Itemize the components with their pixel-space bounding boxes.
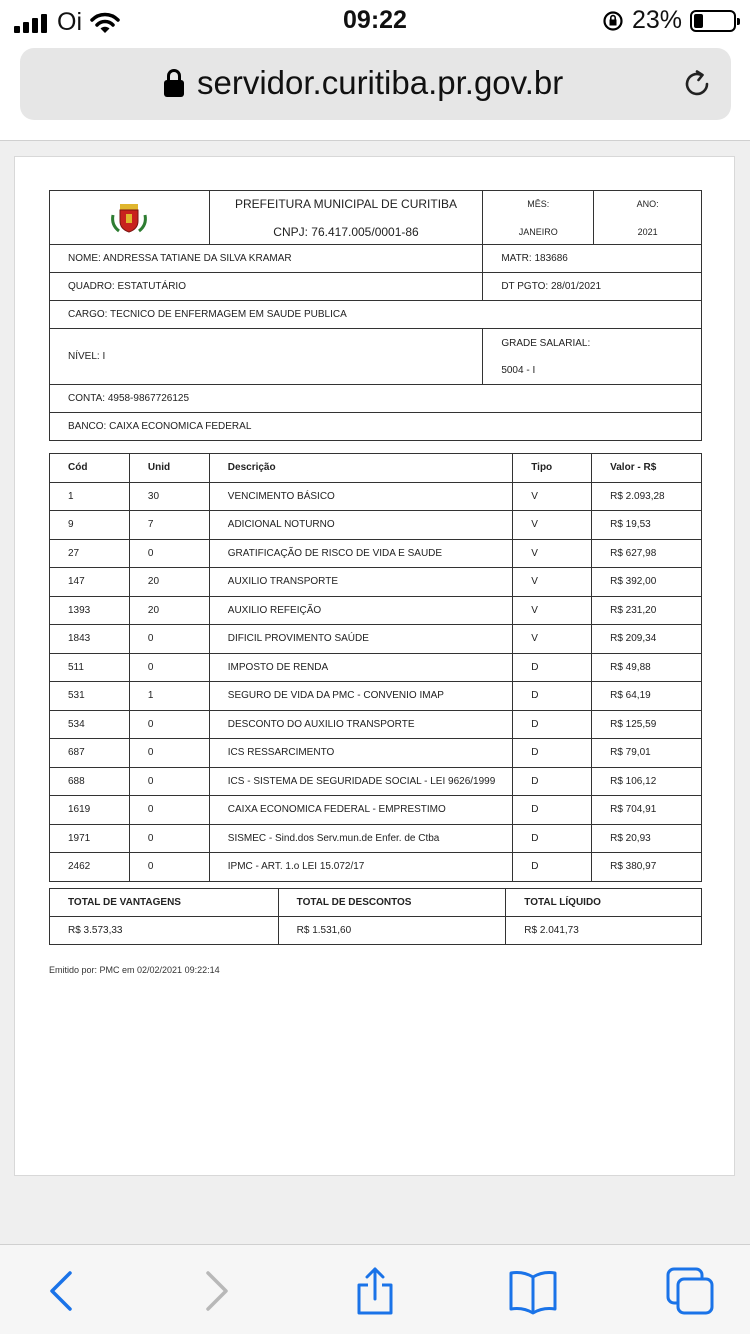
cell-tipo: D bbox=[513, 853, 592, 882]
cell-tipo: V bbox=[513, 596, 592, 625]
cell-cod: 1 bbox=[50, 482, 130, 511]
cell-unid: 0 bbox=[129, 653, 209, 682]
cell-valor: R$ 380,97 bbox=[592, 853, 702, 882]
cell-descricao: VENCIMENTO BÁSICO bbox=[209, 482, 512, 511]
cell-descricao: SEGURO DE VIDA DA PMC - CONVENIO IMAP bbox=[209, 682, 512, 711]
cell-descricao: IPMC - ART. 1.o LEI 15.072/17 bbox=[209, 853, 512, 882]
table-row bbox=[50, 853, 702, 882]
year-label: ANO: bbox=[636, 198, 659, 209]
cell-cod: 534 bbox=[50, 710, 130, 739]
cell-cod: 1619 bbox=[50, 796, 130, 825]
table-row bbox=[50, 653, 702, 682]
crest-cell bbox=[50, 191, 210, 245]
cell-tipo: V bbox=[513, 568, 592, 597]
cell-unid: 0 bbox=[129, 853, 209, 882]
cell-tipo: D bbox=[513, 710, 592, 739]
total-descontos-label: TOTAL DE DESCONTOS bbox=[278, 889, 506, 917]
cell-tipo: D bbox=[513, 653, 592, 682]
month-label: MÊS: bbox=[527, 198, 550, 209]
total-vantagens-label: TOTAL DE VANTAGENS bbox=[50, 889, 279, 917]
cell-descricao: DESCONTO DO AUXILIO TRANSPORTE bbox=[209, 710, 512, 739]
total-liquido-value: R$ 2.041,73 bbox=[506, 917, 702, 945]
book-icon[interactable] bbox=[507, 1267, 559, 1315]
account: CONTA: 4958-9867726125 bbox=[50, 385, 702, 413]
cell-valor: R$ 79,01 bbox=[592, 739, 702, 768]
cell-valor: R$ 49,88 bbox=[592, 653, 702, 682]
chevron-left-icon[interactable] bbox=[36, 1267, 88, 1315]
chevron-right-icon[interactable] bbox=[190, 1267, 242, 1315]
cell-valor: R$ 704,91 bbox=[592, 796, 702, 825]
cell-valor: R$ 106,12 bbox=[592, 767, 702, 796]
table-row bbox=[50, 796, 702, 825]
battery-percent: 23% bbox=[631, 6, 682, 34]
cell-tipo: D bbox=[513, 796, 592, 825]
cell-valor: R$ 2.093,28 bbox=[592, 482, 702, 511]
total-descontos-value: R$ 1.531,60 bbox=[278, 917, 506, 945]
bank: BANCO: CAIXA ECONOMICA FEDERAL bbox=[50, 413, 702, 441]
cell-tipo: D bbox=[513, 824, 592, 853]
cell-descricao: GRATIFICAÇÃO DE RISCO DE VIDA E SAUDE bbox=[209, 539, 512, 568]
cell-valor: R$ 125,59 bbox=[592, 710, 702, 739]
cell-cod: 531 bbox=[50, 682, 130, 711]
battery-level bbox=[694, 14, 703, 28]
table-row bbox=[50, 767, 702, 796]
cell-descricao: ADICIONAL NOTURNO bbox=[209, 511, 512, 540]
cell-cod: 687 bbox=[50, 739, 130, 768]
cell-valor: R$ 627,98 bbox=[592, 539, 702, 568]
grade-value: 5004 - I bbox=[501, 364, 536, 376]
cell-unid: 0 bbox=[129, 710, 209, 739]
cell-valor: R$ 231,20 bbox=[592, 596, 702, 625]
table-row bbox=[50, 482, 702, 511]
totals-table bbox=[49, 888, 702, 945]
lock-icon bbox=[164, 69, 184, 97]
payment-date: DT PGTO: 28/01/2021 bbox=[483, 273, 702, 301]
nivel: NÍVEL: I bbox=[50, 329, 483, 385]
table-row bbox=[50, 568, 702, 597]
cell-tipo: D bbox=[513, 767, 592, 796]
cell-descricao: DIFICIL PROVIMENTO SAÚDE bbox=[209, 625, 512, 654]
cell-cod: 147 bbox=[50, 568, 130, 597]
cell-cod: 1843 bbox=[50, 625, 130, 654]
employee-name: NOME: ANDRESSA TATIANE DA SILVA KRAMAR bbox=[50, 245, 483, 273]
col-header-unid: Unid bbox=[129, 454, 209, 483]
cell-cod: 1393 bbox=[50, 596, 130, 625]
cell-unid: 0 bbox=[129, 824, 209, 853]
browser-toolbar bbox=[0, 1244, 750, 1334]
cell-cod: 688 bbox=[50, 767, 130, 796]
cell-descricao: AUXILIO REFEIÇÃO bbox=[209, 596, 512, 625]
cell-valor: R$ 392,00 bbox=[592, 568, 702, 597]
carrier-name: Oi bbox=[57, 8, 82, 36]
curitiba-crest-icon bbox=[109, 201, 149, 235]
cell-cod: 27 bbox=[50, 539, 130, 568]
cell-tipo: V bbox=[513, 511, 592, 540]
cell-unid: 0 bbox=[129, 625, 209, 654]
cell-unid: 0 bbox=[129, 739, 209, 768]
table-row bbox=[50, 539, 702, 568]
url-text[interactable]: servidor.curitiba.pr.gov.br bbox=[197, 64, 564, 101]
cell-unid: 0 bbox=[129, 796, 209, 825]
col-header-cod: Cód bbox=[50, 454, 130, 483]
table-row bbox=[50, 710, 702, 739]
col-header-tipo: Tipo bbox=[513, 454, 592, 483]
col-header-valor: Valor - R$ bbox=[592, 454, 702, 483]
total-liquido-label: TOTAL LÍQUIDO bbox=[506, 889, 702, 917]
cell-descricao: ICS RESSARCIMENTO bbox=[209, 739, 512, 768]
items-header-row bbox=[50, 454, 702, 483]
cell-tipo: D bbox=[513, 739, 592, 768]
year-value: 2021 bbox=[637, 226, 658, 237]
items-body bbox=[50, 482, 702, 881]
cell-valor: R$ 19,53 bbox=[592, 511, 702, 540]
payslip-header-table bbox=[49, 190, 702, 441]
cell-unid: 30 bbox=[129, 482, 209, 511]
table-row bbox=[50, 511, 702, 540]
orientation-lock-icon bbox=[602, 10, 624, 32]
cell-unid: 20 bbox=[129, 568, 209, 597]
table-row bbox=[50, 596, 702, 625]
table-row bbox=[50, 739, 702, 768]
cell-tipo: V bbox=[513, 539, 592, 568]
share-icon[interactable] bbox=[349, 1267, 401, 1315]
year-cell bbox=[594, 191, 702, 245]
cell-descricao: IMPOSTO DE RENDA bbox=[209, 653, 512, 682]
table-row bbox=[50, 824, 702, 853]
org-name: PREFEITURA MUNICIPAL DE CURITIBA bbox=[235, 196, 458, 211]
grade-label: GRADE SALARIAL: bbox=[501, 337, 591, 349]
cell-tipo: V bbox=[513, 482, 592, 511]
month-value: JANEIRO bbox=[518, 226, 558, 237]
employee-matr: MATR: 183686 bbox=[483, 245, 702, 273]
cell-descricao: SISMEC - Sind.dos Serv.mun.de Enfer. de Ctba bbox=[209, 824, 512, 853]
cell-cod: 1971 bbox=[50, 824, 130, 853]
org-cell bbox=[209, 191, 483, 245]
battery-icon bbox=[690, 10, 736, 32]
table-row bbox=[50, 682, 702, 711]
cell-descricao: ICS - SISTEMA DE SEGURIDADE SOCIAL - LEI 9626/1999 bbox=[209, 767, 512, 796]
cell-tipo: V bbox=[513, 625, 592, 654]
cnpj: CNPJ: 76.417.005/0001-86 bbox=[273, 224, 419, 239]
cell-descricao: CAIXA ECONOMICA FEDERAL - EMPRESTIMO bbox=[209, 796, 512, 825]
month-cell bbox=[483, 191, 594, 245]
cell-cod: 511 bbox=[50, 653, 130, 682]
cell-unid: 1 bbox=[129, 682, 209, 711]
quadro: QUADRO: ESTATUTÁRIO bbox=[50, 273, 483, 301]
grade-cell bbox=[483, 329, 702, 385]
cell-tipo: D bbox=[513, 682, 592, 711]
reload-icon[interactable] bbox=[679, 66, 715, 102]
web-content bbox=[0, 140, 750, 1244]
cell-cod: 2462 bbox=[50, 853, 130, 882]
cell-descricao: AUXILIO TRANSPORTE bbox=[209, 568, 512, 597]
cell-cod: 9 bbox=[50, 511, 130, 540]
emitted-by: Emitido por: PMC em 02/02/2021 09:22:14 bbox=[49, 965, 220, 975]
address-bar[interactable] bbox=[20, 48, 731, 120]
col-header-descricao: Descrição bbox=[209, 454, 512, 483]
total-vantagens-value: R$ 3.573,33 bbox=[50, 917, 279, 945]
table-row bbox=[50, 625, 702, 654]
tabs-icon[interactable] bbox=[664, 1267, 716, 1315]
status-bar bbox=[0, 0, 750, 40]
cargo: CARGO: TECNICO DE ENFERMAGEM EM SAUDE PUBLICA bbox=[50, 301, 702, 329]
cell-unid: 7 bbox=[129, 511, 209, 540]
cell-unid: 20 bbox=[129, 596, 209, 625]
cell-unid: 0 bbox=[129, 539, 209, 568]
clock: 09:22 bbox=[343, 6, 407, 34]
cell-valor: R$ 64,19 bbox=[592, 682, 702, 711]
cell-unid: 0 bbox=[129, 767, 209, 796]
cell-valor: R$ 209,34 bbox=[592, 625, 702, 654]
cell-valor: R$ 20,93 bbox=[592, 824, 702, 853]
payslip-items-table bbox=[49, 453, 702, 882]
payslip-document bbox=[14, 156, 735, 1176]
